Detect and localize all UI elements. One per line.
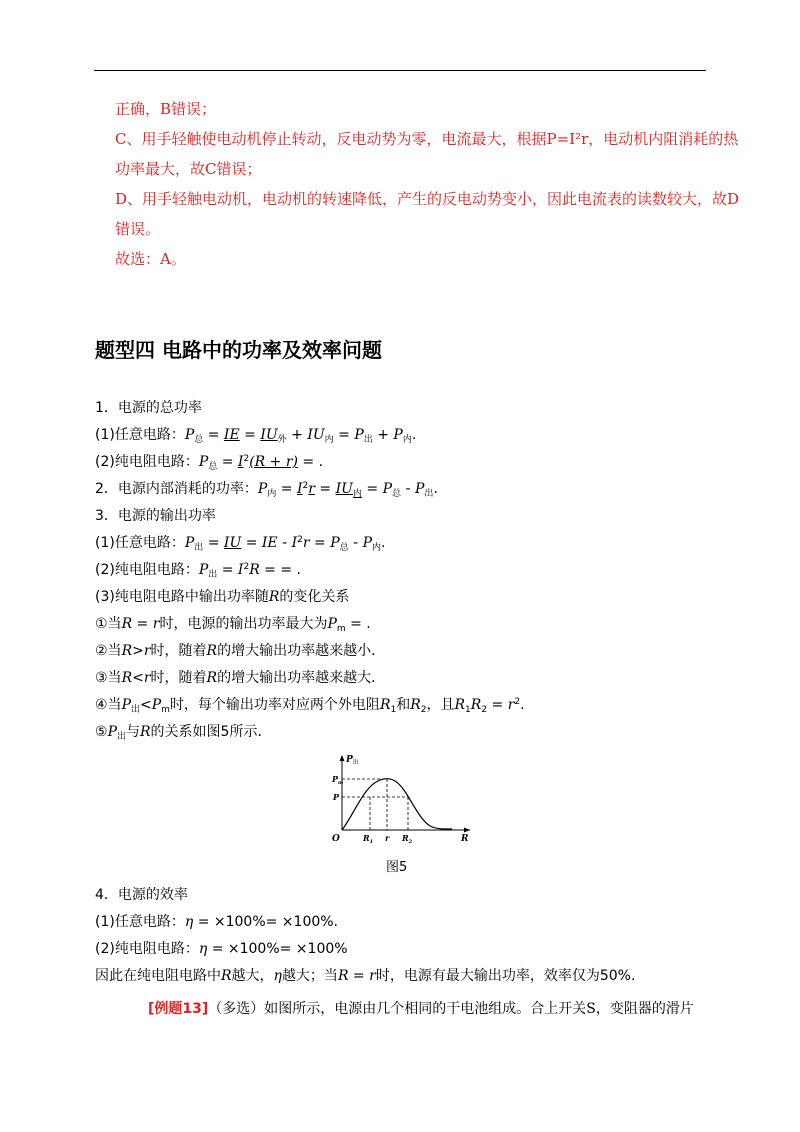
formula-internal-power: 2．电源内部消耗的功率：$P_内 = I^2r = IU_内 = P_总 - P_出$.: [95, 481, 438, 499]
x-axis-arrow: [464, 828, 470, 833]
answer-line-6: 故选：A。: [115, 250, 186, 268]
figure-caption: 图5: [386, 860, 408, 875]
answer-line-2: C、用手轻触使电动机停止转动，反电动势为零，电流最大，根据P=I²r，电动机内阻消耗的热: [115, 130, 739, 148]
r-label: r: [385, 833, 390, 843]
example-13: [148, 998, 694, 1018]
relation-2: ②当R>r时，随着R的增大输出功率越来越小．: [95, 643, 386, 659]
r2-label: $R_2$: [402, 833, 413, 845]
formula-efficiency-pure: (2)纯电阻电路：η = ×100%= ×100%: [95, 941, 348, 957]
answer-line-3: 功率最大，故C错误；: [115, 160, 262, 178]
answer-line-4: D、用手轻触电动机，电动机的转速降低，产生的反电动势变小，因此电流表的读数较大，故D: [115, 190, 740, 208]
origin-label: O: [332, 834, 340, 844]
item-3-heading: 3．电源的输出功率: [95, 508, 216, 524]
formula-output-power-pure: (2)纯电阻电路：$P_出 = I^2R$ = = .: [95, 562, 301, 580]
formula-efficiency-any: (1)任意电路：η = ×100%= ×100%.: [95, 914, 339, 930]
output-power-curve-figure: [330, 752, 480, 847]
r1-label: $R_1$: [363, 833, 374, 845]
relation-heading: (3)纯电阻电路中输出功率随R的变化关系: [95, 589, 350, 605]
p-label: P: [333, 792, 340, 802]
relation-1: ①当R = r时，电源的输出功率最大为$P_m$ = .: [95, 616, 371, 634]
x-axis-label: R: [461, 834, 469, 844]
relation-5: $⑤P_出$与R的关系如图5所示．: [95, 724, 272, 742]
item-4-heading: 4．电源的效率: [95, 887, 188, 903]
example-text: （多选）如图所示，电源由几个相同的干电池组成。合上开关S，变阻器的滑片: [208, 1001, 694, 1017]
answer-line-1: 正确，B错误；: [115, 100, 217, 118]
efficiency-conclusion: 因此在纯电阻电路中R越大，η越大；当R = r时，电源有最大输出功率，效率仅为50%.: [95, 968, 636, 984]
answer-line-5: 错误。: [115, 220, 161, 238]
item-1-heading: 1．电源的总功率: [95, 400, 202, 416]
example-label: [例题13]: [148, 1001, 209, 1017]
power-curve: [342, 779, 452, 830]
y-axis-arrow: [340, 755, 345, 761]
pm-label: $P_m$: [332, 774, 344, 786]
formula-total-power-pure: (2)纯电阻电路：$P_总 = I^2(R + r)$ = .: [95, 454, 324, 472]
y-axis-label: $P_出$: [346, 755, 359, 766]
header-rule: [94, 70, 706, 71]
formula-total-power-any: (1)任意电路：$P_总$ = IE = $IU_外 + IU_内 = P_出 + P_内$.: [95, 427, 417, 445]
relation-3: ③当R<r时，随着R的增大输出功率越来越大．: [95, 670, 386, 686]
section-title: 题型四 电路中的功率及效率问题: [95, 338, 382, 362]
formula-output-power-any: (1)任意电路：$P_出$ = IU = IE - $I^2r = P_总 - P_内$.: [95, 535, 386, 553]
relation-4: ④当$P_出<P_m$时，每个输出功率对应两个外电阻$R_1$和$R_2$，且$R_1R_2 = r^2$.: [95, 697, 525, 715]
